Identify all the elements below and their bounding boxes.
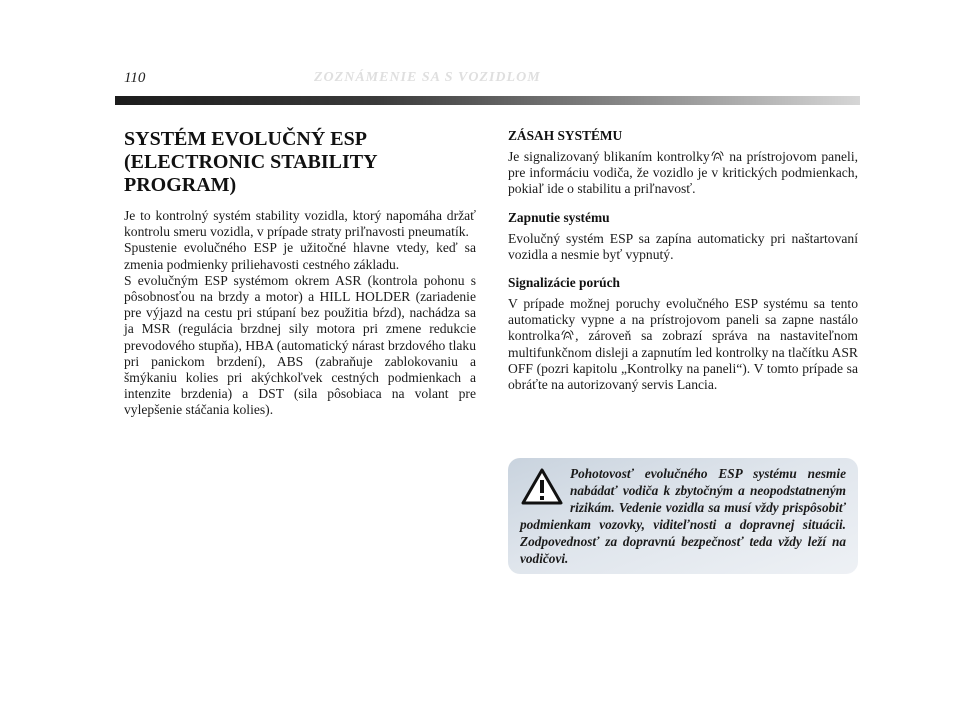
fault-text <box>508 296 858 393</box>
section-heading: SYSTÉM EVOLUČNÝ ESP (ELECTRONIC STABILITY PROGRAM) <box>124 128 377 196</box>
esp-warning-light-icon <box>711 150 724 162</box>
intervention-text <box>508 149 858 198</box>
fault-text-before: V prípade možnej poruchy evolučného ESP systému sa tento automaticky vypne a na prístrojovom paneli sa zapne nastálo kontrolka <box>508 296 858 344</box>
esp-warning-light-icon <box>561 329 574 341</box>
fault-text-after: , zároveň sa zobrazí správa na nastaviteľnom multifunkčnom disleji a zapnutím led kontrolky na tlačítku ASR OFF (pozri kapitolu „Kontrolky na paneli“). V tomto prípade sa obráťte na autorizovaný servis Lancia. <box>508 328 858 393</box>
fault-section <box>508 275 858 393</box>
fault-heading: Signalizácie porúch <box>508 275 620 291</box>
intro-paragraph: Je to kontrolný systém stability vozidla, ktorý napomáha držať kontrolu smeru vozidla, v prípade straty priľnavosti pneumatík. <box>124 208 476 240</box>
intervention-text-after: na prístrojovom paneli, pre informáciu vodiča, že vozidlo je v kritických podmienkach, pokiaľ ide o stabilitu a priľnavosť. <box>508 149 858 197</box>
intervention-text-before: Je signalizovaný blikaním kontrolky <box>508 149 710 164</box>
right-column <box>508 128 858 393</box>
activation-heading: Zapnutie systému <box>508 209 610 225</box>
header-rule <box>115 96 860 105</box>
intervention-heading: ZÁSAH SYSTÉMU <box>508 128 623 143</box>
subsystems-paragraph: S evolučným ESP systémom okrem ASR (kontrola pohonu s pôsobnosťou na brzdy a motor) a HILL HOLDER (zariadenie pre výjazd na cestu pri stúpaní bez použitia bŕzd), nachádza sa ja MSR (regulácia brzdnej sily motora pri zmene redukcie prevodového stupňa), HBA (automatický nárast brzdového tlaku pri panickom brzdení), ABS (zabraňuje zablokovaniu a šmýkaniu kolies pri akýchkoľvek cestných podmienkach a intenzite brzdenia) a DST (sila pôsobiaca na volant pre vylepšenie stáčania kolies). <box>124 272 476 418</box>
activation-section <box>508 210 858 263</box>
usage-paragraph: Spustenie evolučného ESP je užitočné hlavne vtedy, keď sa zmenia podmienky priliehavosti cestného základu. <box>124 240 476 272</box>
warning-triangle-icon <box>521 468 563 506</box>
left-column <box>124 128 476 419</box>
warning-box <box>508 458 858 574</box>
page-number: 110 <box>124 70 146 86</box>
warning-text: Pohotovosť evolučného ESP systému nesmie nabádať vodiča k zbytočným a neopodstatneným rizikám. Vedenie vozidla sa musí vždy prispôsobiť podmienkam vozovky, viditeľnosti a dopravnej situácii. Zodpovednosť za dopravnú bezpečnosť teda vždy leží na vodičovi. <box>520 466 846 566</box>
running-header: ZOZNÁMENIE SA S VOZIDLOM <box>314 70 541 85</box>
intervention-section <box>508 128 858 198</box>
activation-text: Evolučný systém ESP sa zapína automaticky pri naštartovaní vozidla a nesmie byť vypnutý. <box>508 230 858 262</box>
